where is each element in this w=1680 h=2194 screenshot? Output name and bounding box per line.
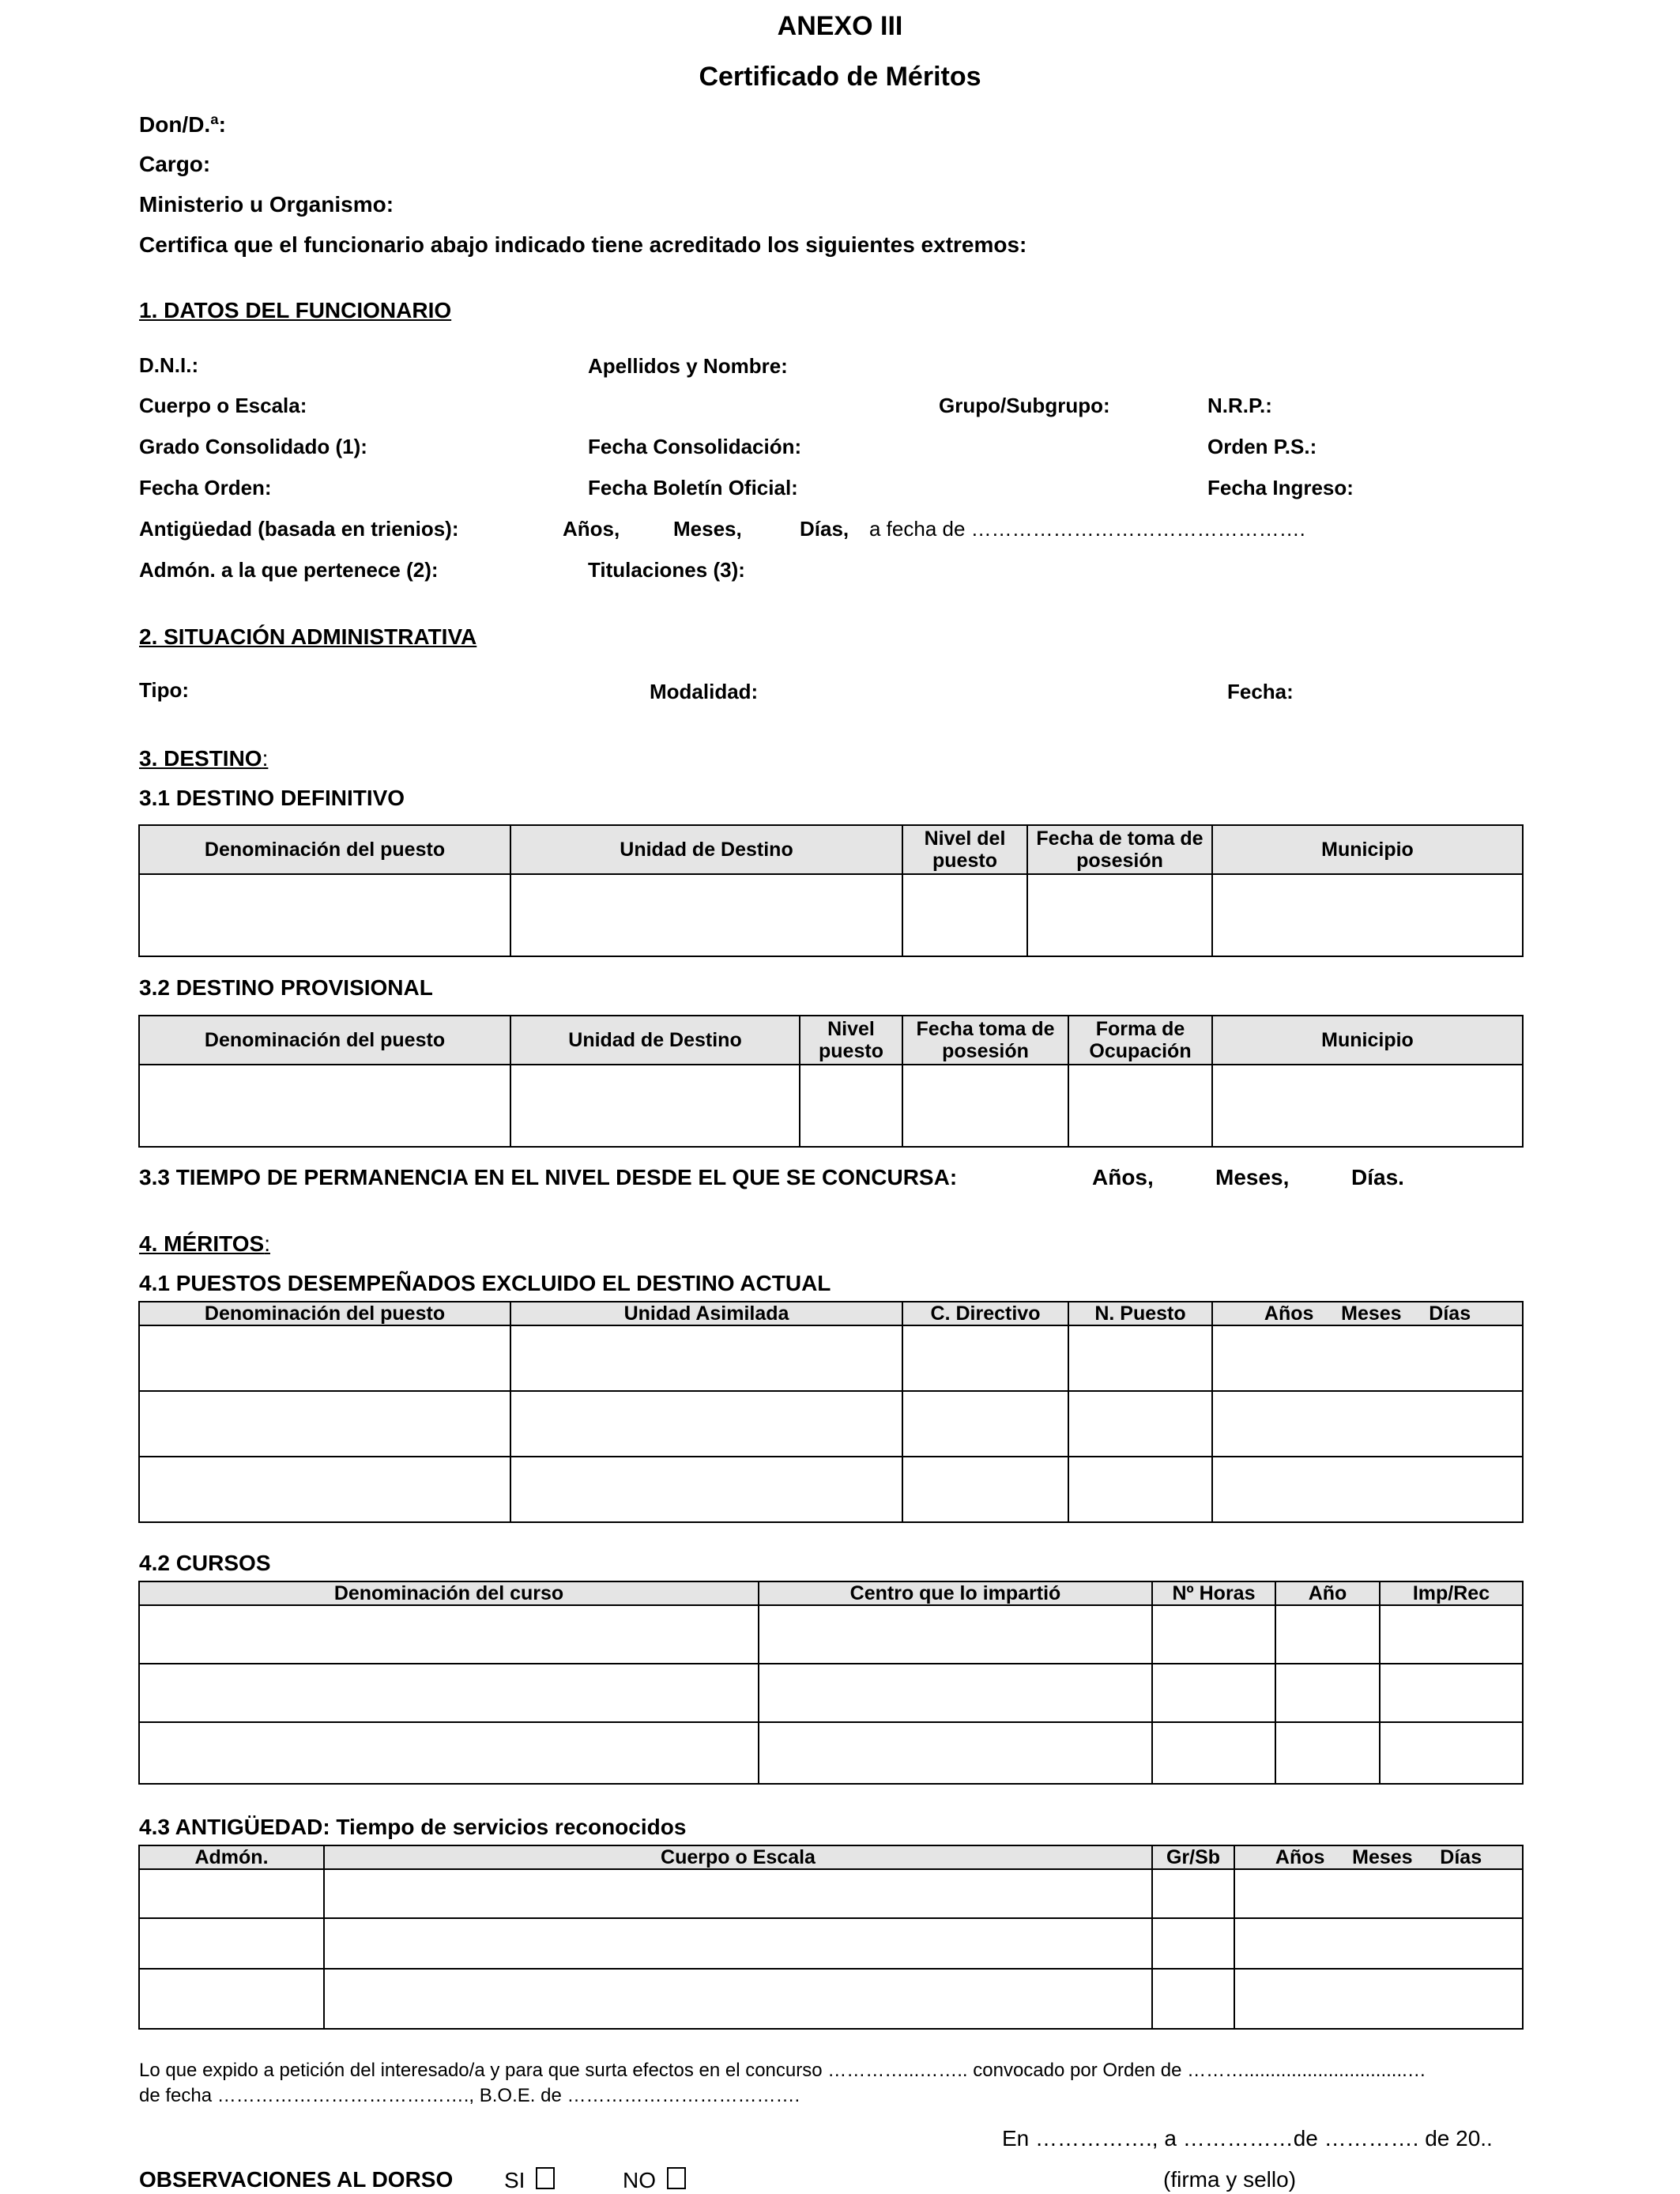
antiguedad-table [138,1845,1524,2030]
table-row [139,1065,1523,1147]
cell[interactable] [1152,1722,1275,1784]
cell[interactable] [510,1325,902,1391]
col-admon: Admón. [139,1845,324,1869]
cell[interactable] [1275,1605,1380,1664]
cell[interactable] [1068,1325,1212,1391]
cell[interactable] [1068,1457,1212,1522]
permanencia-dias: Días. [1351,1165,1404,1189]
cell[interactable] [1152,1918,1234,1969]
table-row [139,1918,1523,1969]
certifica-text: Certifica que el funcionario abajo indicado tiene acreditado los siguientes extremos: [139,232,1027,257]
cell[interactable] [139,1969,324,2029]
fecha-consolidacion-label: Fecha Consolidación: [588,435,802,458]
section-4-heading [139,1231,270,1257]
cell[interactable] [1380,1605,1523,1664]
section-1-heading: 1. DATOS DEL FUNCIONARIO [139,298,452,322]
cell[interactable] [1152,1664,1275,1722]
col-centro: Centro que lo impartió [759,1581,1152,1605]
cell[interactable] [139,1869,324,1918]
col-fecha-toma: Fecha toma de posesión [902,1016,1068,1065]
cell[interactable] [1275,1664,1380,1722]
apellidos-label: Apellidos y Nombre: [588,354,788,378]
section-4-colon: : [264,1231,270,1256]
cell[interactable] [1152,1869,1234,1918]
antiguedad-heading-bold: 4.3 ANTIGÜEDAD: [139,1815,330,1839]
antiguedad-heading [139,1815,686,1840]
si-option [504,2167,555,2193]
cell[interactable] [1234,1869,1523,1918]
cell[interactable] [324,1918,1152,1969]
section-3-colon: : [262,746,269,771]
puestos-desempenados-heading: 4.1 PUESTOS DESEMPEÑADOS EXCLUIDO EL DESTINO ACTUAL [139,1271,831,1295]
destino-definitivo-heading: 3.1 DESTINO DEFINITIVO [139,786,405,810]
page-title: Certificado de Méritos [699,62,981,92]
fecha-orden-label: Fecha Orden: [139,476,272,499]
cursos-heading: 4.2 CURSOS [139,1551,271,1575]
col-municipio: Municipio [1212,825,1523,874]
col-unidad: Unidad de Destino [510,825,902,874]
cell[interactable] [1027,874,1212,956]
table-row [139,1605,1523,1664]
modalidad-label: Modalidad: [650,680,759,703]
col-denominacion: Denominación del puesto [139,1302,510,1325]
cell[interactable] [139,1605,759,1664]
antiguedad-label: Antigüedad (basada en trienios): [139,517,459,541]
cell[interactable] [510,1391,902,1457]
orden-ps-label: Orden P.S.: [1207,435,1317,458]
annex-title: ANEXO III [777,11,903,41]
fecha-boletin-label: Fecha Boletín Oficial: [588,476,798,499]
no-option [623,2167,686,2193]
section-4-title: 4. MÉRITOS [139,1231,265,1256]
si-label: SI [504,2168,525,2192]
cell[interactable] [139,1664,759,1722]
col-unidad-asimilada: Unidad Asimilada [510,1302,902,1325]
col-anos-meses-dias: Años Meses Días [1212,1302,1523,1325]
col-denominacion-curso: Denominación del curso [139,1581,759,1605]
a-fecha-de: a fecha de …………………………………………. [869,517,1305,541]
table-row [139,1325,1523,1391]
ministerio-label: Ministerio u Organismo: [139,192,394,217]
col-municipio: Municipio [1212,1016,1523,1065]
cell[interactable] [324,1969,1152,2029]
cell[interactable] [902,1325,1068,1391]
fecha-ingreso-label: Fecha Ingreso: [1207,476,1354,499]
antiguedad-dias: Días, [800,517,849,541]
permanencia-meses: Meses, [1215,1165,1290,1189]
si-checkbox[interactable] [536,2167,555,2189]
nrp-label: N.R.P.: [1207,394,1272,417]
table-row [139,1722,1523,1784]
no-checkbox[interactable] [667,2167,686,2189]
cell[interactable] [139,1065,510,1147]
col-n-puesto: N. Puesto [1068,1302,1212,1325]
cuerpo-label: Cuerpo o Escala: [139,394,307,417]
fecha-label: Fecha: [1227,680,1294,703]
cell[interactable] [759,1605,1152,1664]
antiguedad-anos: Años, [563,517,620,541]
cell[interactable] [902,1065,1068,1147]
table-row [139,874,1523,956]
grado-label: Grado Consolidado (1): [139,435,367,458]
cell[interactable] [510,874,902,956]
footer-line-1: Lo que expido a petición del interesado/a y para que surta efectos en el concurso …………...…….. convocado por Orden de ………...............................… [139,2060,1426,2081]
don-label: Don/D.ª: [139,112,226,137]
cell[interactable] [1234,1969,1523,2029]
cell[interactable] [324,1869,1152,1918]
cell[interactable] [1275,1722,1380,1784]
permanencia-anos: Años, [1092,1165,1154,1189]
destino-definitivo-table [138,824,1524,957]
cell[interactable] [1380,1664,1523,1722]
col-ano: Año [1275,1581,1380,1605]
puestos-table [138,1301,1524,1523]
cell[interactable] [139,1457,510,1522]
antiguedad-meses: Meses, [673,517,742,541]
cell[interactable] [1212,874,1523,956]
col-fecha-toma: Fecha de toma de posesión [1027,825,1212,874]
destino-provisional-table [138,1015,1524,1148]
titulaciones-label: Titulaciones (3): [588,558,745,582]
col-denominacion: Denominación del puesto [139,825,510,874]
col-anos-meses-dias: Años Meses Días [1234,1845,1523,1869]
cell[interactable] [902,1457,1068,1522]
firma-sello-label: (firma y sello) [1163,2167,1297,2192]
col-nivel: Nivel del puesto [902,825,1027,874]
table-row [139,1457,1523,1522]
cell[interactable] [1380,1722,1523,1784]
col-denominacion: Denominación del puesto [139,1016,510,1065]
cell[interactable] [1212,1457,1523,1522]
cell[interactable] [800,1065,902,1147]
observaciones-label: OBSERVACIONES AL DORSO [139,2167,454,2192]
cell[interactable] [510,1065,800,1147]
cell[interactable] [139,874,510,956]
en-fecha-line: En ……………., a ……………de …………. de 20.. [1002,2126,1493,2151]
cell[interactable] [139,1918,324,1969]
cell[interactable] [1212,1325,1523,1391]
cargo-label: Cargo: [139,152,211,176]
cell[interactable] [1152,1969,1234,2029]
tipo-label: Tipo: [139,678,190,702]
table-row [139,1664,1523,1722]
col-unidad: Unidad de Destino [510,1016,800,1065]
cell[interactable] [1212,1391,1523,1457]
no-label: NO [623,2168,656,2192]
cell[interactable] [139,1325,510,1391]
dni-label: D.N.I.: [139,353,199,377]
admon-label: Admón. a la que pertenece (2): [139,558,439,582]
cell[interactable] [1068,1065,1212,1147]
col-forma-ocupacion: Forma de Ocupación [1068,1016,1212,1065]
table-row [139,1969,1523,2029]
destino-provisional-heading: 3.2 DESTINO PROVISIONAL [139,975,433,1000]
cell[interactable] [902,874,1027,956]
section-2-heading: 2. SITUACIÓN ADMINISTRATIVA [139,624,477,649]
cursos-table [138,1581,1524,1785]
table-row [139,1391,1523,1457]
section-3-title: 3. DESTINO [139,746,262,771]
section-3-heading [139,746,268,771]
antiguedad-heading-rest: Tiempo de servicios reconocidos [330,1815,687,1839]
permanencia-label: 3.3 TIEMPO DE PERMANENCIA EN EL NIVEL DESDE EL QUE SE CONCURSA: [139,1165,958,1189]
col-c-directivo: C. Directivo [902,1302,1068,1325]
cell[interactable] [139,1722,759,1784]
cell[interactable] [1212,1065,1523,1147]
cell[interactable] [139,1391,510,1457]
col-horas: Nº Horas [1152,1581,1275,1605]
cell[interactable] [759,1722,1152,1784]
cell[interactable] [1152,1605,1275,1664]
grupo-label: Grupo/Subgrupo: [939,394,1110,417]
table-row [139,1869,1523,1918]
col-nivel: Nivel puesto [800,1016,902,1065]
cell[interactable] [1234,1918,1523,1969]
cell[interactable] [510,1457,902,1522]
col-gr-sb: Gr/Sb [1152,1845,1234,1869]
footer-line-2: de fecha …………………………………., B.O.E. de ………………………………. [139,2085,800,2106]
cell[interactable] [902,1391,1068,1457]
cell[interactable] [1068,1391,1212,1457]
col-imp-rec: Imp/Rec [1380,1581,1523,1605]
col-cuerpo-escala: Cuerpo o Escala [324,1845,1152,1869]
cell[interactable] [759,1664,1152,1722]
